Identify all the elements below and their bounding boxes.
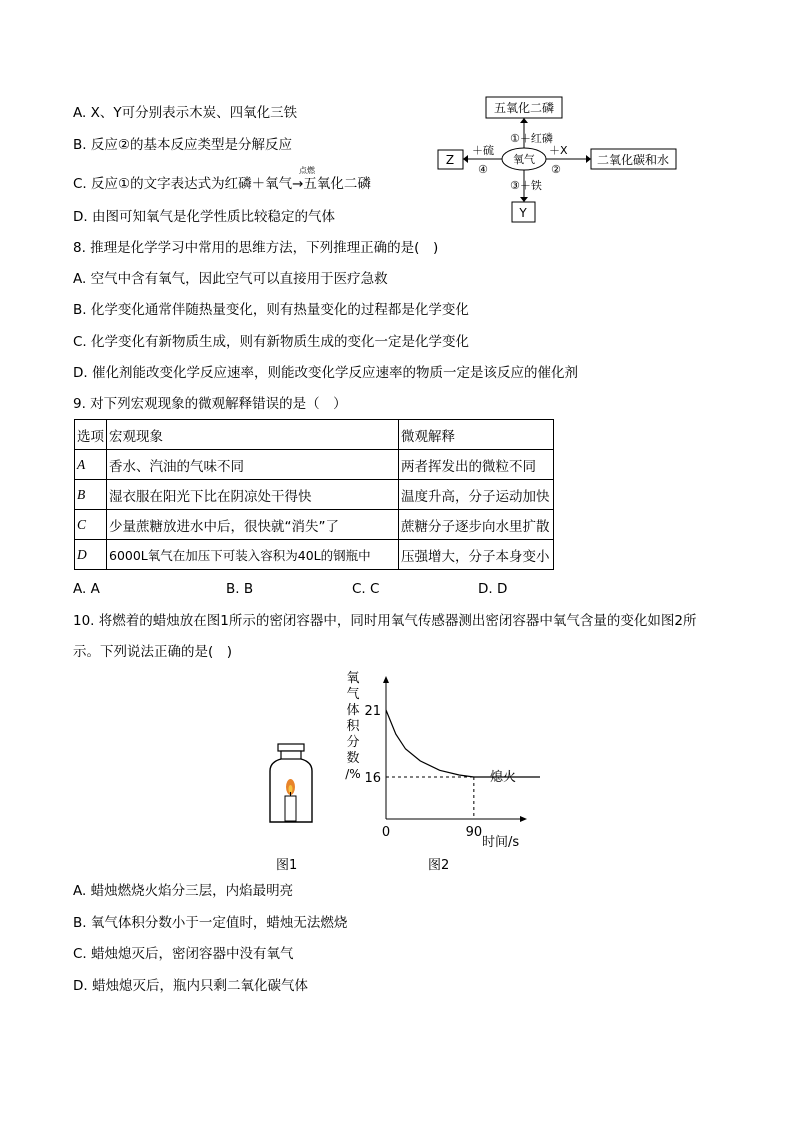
arrow-up-head	[520, 118, 528, 123]
q9-stem: 9. 对下列宏观现象的微观解释错误的是（ ）	[73, 396, 347, 412]
reaction-2-plus-x: ＋X	[549, 144, 568, 157]
q8-option-b: B. 化学变化通常伴随热量变化，则有热量变化的过程都是化学变化	[73, 302, 469, 318]
box-top-label: 五氧化二磷	[493, 101, 555, 115]
box-right-label: 二氧化碳和水	[596, 153, 670, 167]
reaction-2-number: ②	[551, 163, 561, 176]
arrow-right-head	[586, 155, 591, 163]
annotation-extinguish: 熄火	[490, 770, 517, 785]
q7-option-c: C. 反应①的文字表达式为红磷＋氧气→五氧化二磷	[73, 176, 371, 192]
table-row	[75, 510, 554, 540]
reaction-4-plus-s: ＋硫	[472, 144, 494, 157]
q8-option-d: D. 催化剂能改变化学反应速率，则能改变化学反应速率的物质一定是该反应的催化剂	[73, 365, 578, 381]
row-option: D	[75, 540, 107, 570]
header-macro: 宏观现象	[107, 420, 399, 450]
box-left-label: Z	[445, 153, 455, 167]
q7-option-d: D. 由图可知氧气是化学性质比较稳定的气体	[73, 209, 335, 225]
q7-option-b: B. 反应②的基本反应类型是分解反应	[73, 137, 292, 153]
ylabel-char: 体	[346, 703, 360, 718]
oxygen-node-label: 氧气	[513, 153, 535, 166]
y-axis-arrow	[383, 676, 389, 683]
box-bottom-label: Y	[519, 206, 527, 220]
ylabel-char: 氧	[346, 671, 360, 686]
q9-table	[74, 419, 554, 570]
y-tick-label: 16	[364, 771, 381, 786]
table-row	[75, 480, 554, 510]
q7-option-a: A. X、Y可分别表示木炭、四氧化三铁	[73, 105, 298, 121]
table-row	[75, 450, 554, 480]
row-macro: 湿衣服在阳光下比在阴凉处干得快	[107, 480, 399, 510]
q10-stem-line1: 10. 将燃着的蜡烛放在图1所示的密闭容器中，同时用氧气传感器测出密闭容器中氧气含量的变化如图2所	[73, 613, 697, 629]
table-header-row	[75, 420, 554, 450]
flame-core	[289, 785, 293, 793]
ylabel-char: 气	[346, 687, 360, 702]
x-tick-label: 0	[381, 825, 391, 840]
q8-stem: 8. 推理是化学学习中常用的思维方法，下列推理正确的是( )	[73, 240, 439, 256]
reaction-1-label: ①＋红磷	[510, 132, 553, 145]
figure-2-label: 图2	[428, 858, 450, 873]
row-micro: 压强增大，分子本身变小	[399, 540, 554, 570]
q9-answer-a: A. A	[73, 581, 100, 597]
q10-option-a: A. 蜡烛燃烧火焰分三层，内焰最明亮	[73, 883, 294, 899]
row-option: C	[75, 510, 107, 540]
figure-2-oxygen-chart	[340, 668, 540, 850]
q9-answer-b: B. B	[226, 581, 254, 597]
arrow-left-head	[463, 155, 468, 163]
ylabel-char: 分	[346, 735, 360, 750]
q8-option-c: C. 化学变化有新物质生成，则有新物质生成的变化一定是化学变化	[73, 334, 470, 350]
reaction-3-label: ③＋铁	[510, 179, 542, 192]
row-micro: 温度升高，分子运动加快	[399, 480, 554, 510]
arrow-down-head	[520, 197, 528, 202]
ylabel-char: /%	[345, 767, 361, 781]
row-macro: 香水、汽油的气味不同	[107, 450, 399, 480]
ignite-condition: 点燃	[299, 166, 315, 175]
q10-option-c: C. 蜡烛熄灭后，密闭容器中没有氧气	[73, 946, 294, 962]
candle-icon	[285, 796, 296, 821]
y-tick-label: 21	[364, 704, 381, 719]
q8-option-a: A. 空气中含有氧气，因此空气可以直接用于医疗急救	[73, 271, 388, 287]
bottle-stopper	[278, 744, 304, 751]
q10-option-d: D. 蜡烛熄灭后，瓶内只剩二氧化碳气体	[73, 978, 308, 994]
figure-1-sealed-bottle	[262, 742, 322, 828]
row-macro: 少量蔗糖放进水中后，很快就“消失”了	[107, 510, 399, 540]
x-axis-label: 时间/s	[482, 835, 520, 850]
reaction-4-number: ④	[478, 163, 488, 176]
oxygen-reaction-diagram	[432, 92, 682, 224]
q10-stem-line2: 示。下列说法正确的是( )	[73, 644, 233, 660]
row-option: B	[75, 480, 107, 510]
header-option: 选项	[75, 420, 107, 450]
q10-option-b: B. 氧气体积分数小于一定值时，蜡烛无法燃烧	[73, 915, 348, 931]
oxygen-curve	[386, 710, 540, 777]
row-micro: 蔗糖分子逐步向水里扩散	[399, 510, 554, 540]
q9-answer-c: C. C	[352, 581, 380, 597]
row-macro: 6000L氧气在加压下可装入容积为40L的钢瓶中	[107, 540, 399, 570]
ylabel-char: 积	[346, 719, 360, 734]
table-row	[75, 540, 554, 570]
ylabel-char: 数	[346, 751, 360, 766]
row-option: A	[75, 450, 107, 480]
figure-1-label: 图1	[276, 858, 298, 873]
row-micro: 两者挥发出的微粒不同	[399, 450, 554, 480]
q9-answer-d: D. D	[478, 581, 508, 597]
bottle-neck	[281, 751, 301, 759]
x-tick-label: 90	[465, 825, 483, 840]
x-axis-arrow	[520, 816, 527, 822]
header-micro: 微观解释	[399, 420, 554, 450]
